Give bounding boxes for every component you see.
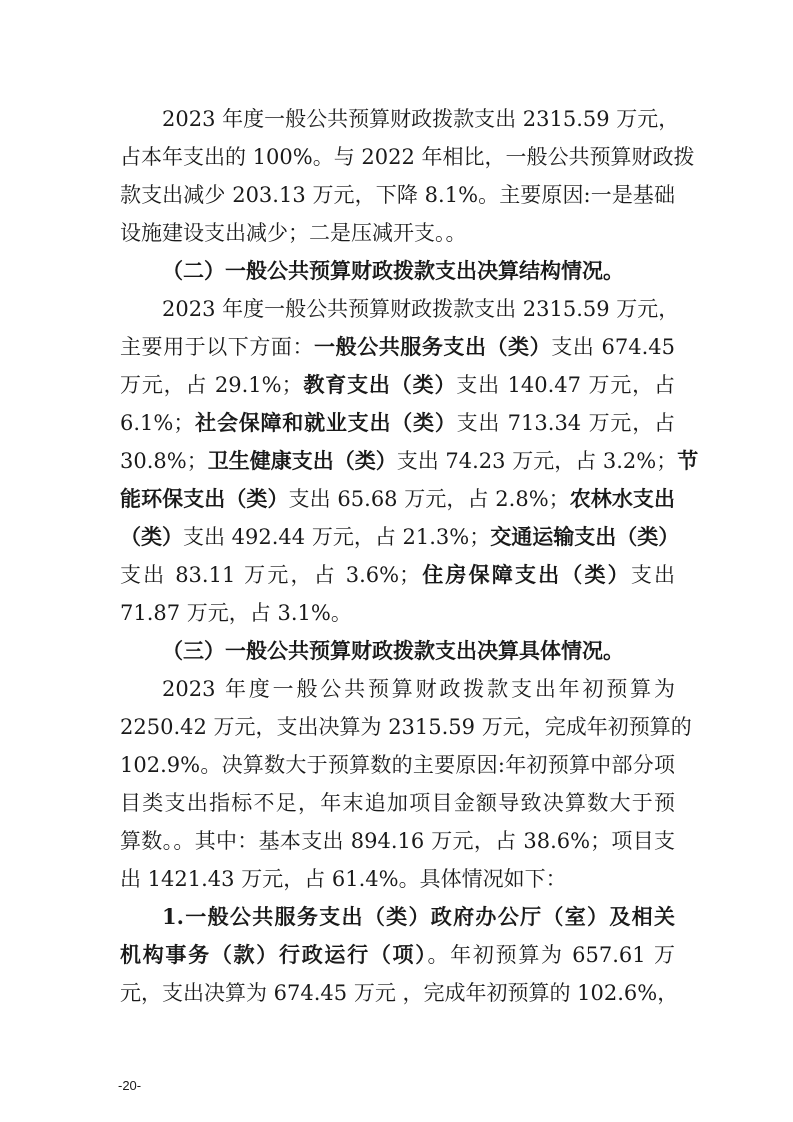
text-span: 支出 65.68 万元，占 2.8%； (288, 487, 570, 511)
paragraph-line (120, 334, 675, 360)
paragraph-line (120, 486, 675, 512)
text-span: 支出 (630, 563, 676, 587)
item-line (120, 942, 675, 968)
paragraph-line: 2023 年度一般公共预算财政拨款支出 2315.59 万元， (162, 107, 680, 131)
paragraph-line (120, 562, 675, 588)
bold-category: 教育支出（类） (302, 372, 457, 397)
section-heading-3: （三）一般公共预算财政拨款支出决算具体情况。 (162, 638, 624, 663)
text-span: 支出 492.44 万元，占 21.3%； (183, 525, 491, 549)
bold-category: 卫生健康支出（类） (207, 448, 397, 473)
paragraph-line (120, 448, 699, 474)
paragraph-line: 出 1421.43 万元，占 61.4%。具体情况如下： (120, 867, 567, 891)
text-span: 支出 74.23 万元，占 3.2%； (396, 449, 678, 473)
paragraph-line: 2250.42 万元，支出决算为 2315.59 万元，完成年初预算的 (120, 715, 692, 739)
text-span: 支出 140.47 万元，占 (456, 373, 675, 397)
paragraph-line: 2023 年度一般公共预算财政拨款支出年初预算为 (162, 677, 675, 701)
bold-category: （类） (120, 524, 183, 549)
bold-category: 住房保障支出（类） (420, 562, 631, 587)
text-span: 万元，占 29.1%； (120, 373, 303, 397)
bold-category: 能环保支出（类） (120, 486, 289, 511)
paragraph-line: 设施建设支出减少；二是压减开支。。 (120, 221, 467, 245)
text-span: 支出 674.45 (551, 335, 676, 359)
text-span: 。年初预算为 657.61 万 (427, 943, 675, 967)
paragraph-line (120, 372, 675, 398)
paragraph-line: 占本年支出的 100%。与 2022 年相比，一般公共预算财政拨 (120, 145, 695, 169)
paragraph-line: 款支出减少 203.13 万元，下降 8.1%。主要原因:一是基础 (120, 183, 675, 207)
text-span: 30.8%； (120, 449, 208, 473)
item-line (162, 904, 675, 930)
text-span: 6.1%； (120, 411, 195, 435)
bold-category: 节 (677, 448, 699, 473)
page-number: -20- (118, 1078, 142, 1093)
item-line: 元，支出决算为 674.45 万元 ，完成年初预算的 102.6%， (120, 981, 679, 1005)
bold-category: 一般公共服务支出（类） (314, 334, 552, 359)
paragraph-line: 102.9%。决算数大于预算数的主要原因:年初预算中部分项 (120, 753, 675, 777)
section-heading-2: （二）一般公共预算财政拨款支出决算结构情况。 (162, 258, 624, 283)
bold-item-title: 机构事务（款）行政运行（项） (120, 942, 428, 967)
text-span: 支出 713.34 万元，占 (456, 411, 675, 435)
paragraph-line: 2023 年度一般公共预算财政拨款支出 2315.59 万元， (162, 297, 680, 321)
bold-category: 农林水支出 (569, 486, 675, 511)
paragraph-line: 71.87 万元，占 3.1%。 (120, 601, 352, 625)
paragraph-line (120, 410, 675, 436)
bold-item-title: 1.一般公共服务支出（类）政府办公厅（室）及相关 (162, 904, 675, 929)
text-span: 主要用于以下方面： (120, 335, 315, 359)
paragraph-line: 算数。。其中：基本支出 894.16 万元，占 38.6%；项目支 (120, 829, 675, 853)
text-span: 支出 83.11 万元，占 3.6%； (120, 563, 421, 587)
paragraph-line (120, 524, 680, 550)
bold-category: 社会保障和就业支出（类） (194, 410, 457, 435)
paragraph-line: 目类支出指标不足，年末追加项目金额导致决算数大于预 (120, 791, 675, 815)
bold-category: 交通运输支出（类） (490, 524, 680, 549)
